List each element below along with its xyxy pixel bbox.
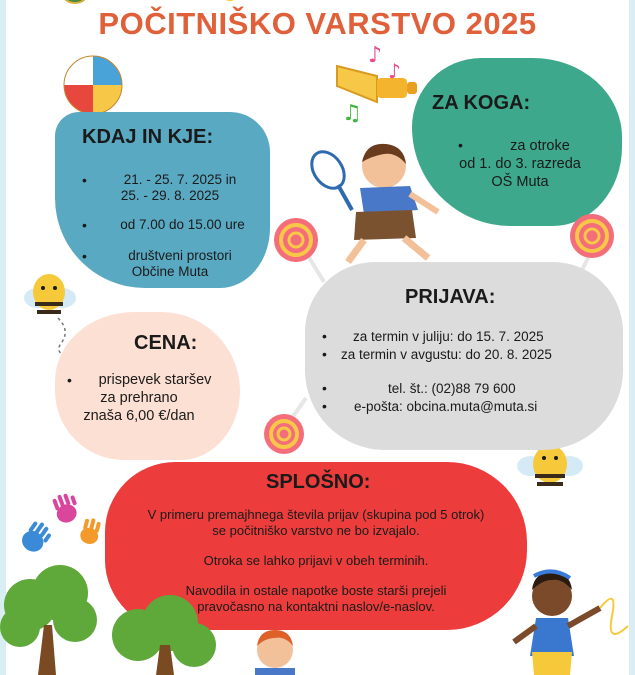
prijava-bullet-2: • [322,346,327,362]
lollipop-icon [272,216,332,286]
kdaj-bullet-1: • [82,172,87,188]
splosno-p1-line2: se počitniško varstvo ne bo izvajalo. [212,523,420,538]
music-notes-icon [340,42,410,126]
svg-text:♪: ♪ [388,59,401,83]
cena-heading: CENA: [134,332,198,354]
kdaj-dates-line1: 21. - 25. 7. 2025 in [123,172,237,187]
prijava-august: za termin v avgustu: do 20. 8. 2025 [341,347,552,362]
kdaj-bullet-2: • [82,217,87,233]
cena-bullet: • [67,372,72,388]
svg-text:♪: ♪ [368,43,383,68]
cena-line1: prispevek staršev [98,372,212,388]
child-ribbon-illustration [508,566,633,675]
prijava-bullet-4: • [322,398,327,414]
beach-ball-icon [62,54,124,116]
za-koga-line3: OŠ Muta [491,174,549,190]
splosno-p2: Otroka se lahko prijavi v obeh terminih. [203,553,429,568]
splosno-heading: SPLOŠNO: [266,471,371,493]
kdaj-dates-line2: 25. - 29. 8. 2025 [120,188,220,203]
cena-line3: znaša 6,00 €/dan [83,408,195,424]
prijava-bullet-3: • [322,380,327,396]
kdaj-place-line1: društveni prostori [128,248,232,263]
prijava-heading: PRIJAVA: [405,286,496,308]
svg-text:♫: ♫ [342,101,362,126]
za-koga-line2: od 1. do 3. razreda [459,156,581,172]
kdaj-hours: od 7.00 do 15.00 ure [120,217,245,232]
tree-icon [0,565,100,675]
handprints-icon [10,488,110,568]
splosno-p1-line1: V primeru premajhnega števila prijav (skupina pod 5 otrok) [147,507,485,522]
za-koga-heading: ZA KOGA: [432,92,531,114]
cena-line2: za prehrano [100,390,178,406]
prijava-bullet-1: • [322,328,327,344]
prijava-email[interactable]: e-pošta: obcina.muta@muta.si [354,399,538,414]
za-koga-bullet: • [458,137,463,153]
splosno-p3-line1: Navodila in ostale napotke boste starši prejeli [185,583,447,598]
prijava-phone: tel. št.: (02)88 79 600 [388,381,516,396]
tree-icon [108,595,218,675]
splosno-p3-line2: pravočasno na kontaktni naslov/e-naslov. [197,599,435,614]
kdaj-bullet-3: • [82,248,87,264]
child-bottom-illustration [245,626,305,675]
za-koga-line1: za otroke [510,138,570,154]
kdaj-heading: KDAJ IN KJE: [82,126,214,148]
prijava-july: za termin v juliju: do 15. 7. 2025 [353,329,544,344]
page-title: POČITNIŠKO VARSTVO 2025 [98,6,537,41]
kdaj-place-line2: Občine Muta [131,264,209,279]
